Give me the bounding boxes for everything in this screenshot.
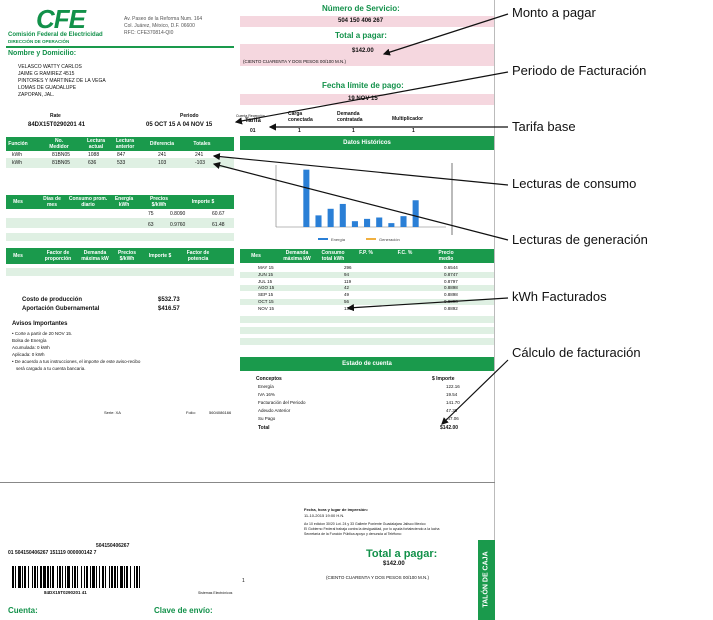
account-amount: 47.36 xyxy=(446,408,458,413)
readings-col-totals: Totales xyxy=(193,141,211,147)
account-total-label: Total xyxy=(258,425,270,431)
history-cell: 49 xyxy=(344,292,350,298)
reading-cell: kWh xyxy=(12,152,22,158)
energy-cell: 75 xyxy=(148,211,154,217)
government-subsidy-label: Aportación Gubernamental xyxy=(22,306,100,312)
total-amount: $142.00 xyxy=(352,48,374,54)
reading-cell: 636 xyxy=(88,160,97,166)
energy-col-month: Mes xyxy=(13,199,23,205)
readings-col-previous: Lectura anterior xyxy=(115,138,135,150)
account-concept: Facturación del Periodo xyxy=(258,400,306,405)
service-number-label: Número de Servicio: xyxy=(322,4,400,13)
history-cell: 56 xyxy=(344,299,350,304)
history-cell: JUL 15 xyxy=(258,278,273,284)
demand-col-max: Demanda máxima kW xyxy=(81,250,109,262)
demand-col-factor: Factor de proporción xyxy=(44,250,72,262)
history-cell: 0.6544 xyxy=(444,265,458,270)
history-cell: 138 xyxy=(344,305,352,311)
concepts-label: Conceptos xyxy=(256,376,282,382)
history-col-demand: Demanda máxima kW xyxy=(283,250,311,262)
production-cost-label: Costo de producción xyxy=(22,297,82,303)
annotation-base-tariff: Tarifa base xyxy=(512,119,576,134)
legend-energy-label: Energía xyxy=(331,237,346,242)
energy-col-days: Días de mes xyxy=(43,196,61,208)
stub-total: $142.00 xyxy=(383,561,405,567)
energy-col-price: Precios $/kWh xyxy=(149,196,169,208)
account-concept: Su Pago xyxy=(258,416,276,421)
annotation-billing-period: Periodo de Facturación xyxy=(512,63,647,78)
reading-cell: 81BN05 xyxy=(52,152,71,158)
shipping-key-label: Clave de envío: xyxy=(154,606,213,615)
period-label: Periodo xyxy=(180,113,199,119)
billing-period: 05 OCT 15 A 04 NOV 15 xyxy=(146,122,213,128)
history-cell: AGO 15 xyxy=(258,285,275,291)
customer-address: VELASCO WATTY CARLOS JAIME G RAMIREZ 4515 PINTORES Y MARTINEZ DE LA VEGA LOMAS DE GUADALUPE ZAPOPAN, JAL. xyxy=(18,64,106,98)
history-cell: OCT 15 xyxy=(258,299,274,304)
reading-cell: -103 xyxy=(195,160,206,166)
history-cell: 0.8747 xyxy=(444,271,458,277)
division: DIRECCIÓN DE OPERACIÓN xyxy=(8,39,70,44)
history-cell: 94 xyxy=(344,271,350,277)
history-cell: 0.8898 xyxy=(444,285,458,291)
tariff-value: 01 xyxy=(250,128,256,134)
account-concept: IVA 16% xyxy=(258,392,275,397)
history-cell: NOV 15 xyxy=(258,305,275,311)
history-cell: 119 xyxy=(344,278,352,284)
notices-title: Avisos Importantes xyxy=(12,321,68,327)
reading-cell: 241 xyxy=(158,152,167,158)
contracted-demand-value: 1 xyxy=(352,128,355,134)
arrow-consumption xyxy=(214,156,508,185)
reading-cell: 1088 xyxy=(88,152,100,158)
annotation-billed-kwh: kWh Facturados xyxy=(512,289,607,304)
arrow-kwh xyxy=(348,298,508,308)
history-cell: JUN 15 xyxy=(258,271,274,277)
due-date-label: Fecha límite de pago: xyxy=(322,81,404,90)
account-field-label: Cuenta: xyxy=(8,606,38,615)
stub-reference: 504150406267 xyxy=(96,543,130,549)
multiplier-value: 1 xyxy=(412,128,415,134)
customer-label: Nombre y Domicilio: xyxy=(8,50,77,57)
demand-col-price: Precios $/kWh xyxy=(117,250,137,262)
history-col-fp: F.P. % xyxy=(359,250,373,256)
reading-cell: 533 xyxy=(117,160,126,166)
history-col-fc: F.C. % xyxy=(397,250,413,256)
cfe-logo: CFE xyxy=(36,4,85,34)
demand-col-month: Mes xyxy=(13,253,23,259)
reading-cell: 81BN05 xyxy=(52,160,71,166)
connected-load-col: Carga conectada xyxy=(288,111,313,123)
account-header: Estado de cuenta xyxy=(240,357,494,371)
arrow-amount xyxy=(384,14,508,54)
account-total: $142.00 xyxy=(440,425,459,431)
barcode-text: 84DX15T0290201 41 xyxy=(44,590,87,595)
due-date: 19 NOV 15 xyxy=(348,96,378,102)
government-subsidy: $416.57 xyxy=(158,306,180,312)
history-cell: 0.8898 xyxy=(444,299,458,304)
tariff-col: Tarifa xyxy=(245,118,261,124)
arrow-calculation xyxy=(442,360,508,424)
rate-value: 84DX15T0290201 41 xyxy=(28,122,86,128)
history-cell: SEP 15 xyxy=(258,292,274,298)
account-concept: Adeudo Anterior xyxy=(258,408,291,413)
energy-cell: 61.48 xyxy=(212,222,225,228)
readings-col-function: Función xyxy=(8,141,28,147)
reading-cell: 847 xyxy=(117,152,126,158)
folio-label: Folio: xyxy=(186,410,196,415)
energy-col-avg: Consumo prom. diario xyxy=(68,196,108,208)
energy-cell: 60.67 xyxy=(212,211,225,217)
history-col-consumption: Consumo total kWh xyxy=(321,250,345,262)
company-address: Av. Paseo de la Reforma Num. 164 Col. Juárez, México, D.F. 06600 RFC: CFE370814-QI0 xyxy=(124,16,203,36)
account-concept: Energía xyxy=(258,384,274,389)
arrow-generation xyxy=(214,164,508,240)
total-label: Total a pagar: xyxy=(335,31,387,40)
amount-label: $ Importe xyxy=(432,376,455,382)
readings-col-meter: No. Medidor xyxy=(49,138,69,150)
account-amount: -47.06 xyxy=(446,416,459,421)
legend-generation-label: Generación xyxy=(379,237,400,242)
reading-cell: 103 xyxy=(158,160,167,166)
reading-cell: 241 xyxy=(195,152,204,158)
energy-cell: 63 xyxy=(148,222,154,228)
account-amount: 19.54 xyxy=(446,392,458,397)
history-col-avg-price: Precio medio xyxy=(438,250,454,262)
rate-label: Rate xyxy=(50,113,61,119)
history-cell: 42 xyxy=(344,285,350,291)
annotation-generation-readings: Lecturas de generación xyxy=(512,232,648,247)
demand-col-power-factor: Factor de potencia xyxy=(186,250,210,262)
annotation-amount-due: Monto a pagar xyxy=(512,5,596,20)
energy-cell: 0.8090 xyxy=(170,211,186,217)
annotation-billing-calculation: Cálculo de facturación xyxy=(512,345,641,360)
production-cost: $532.73 xyxy=(158,297,180,303)
contracted-demand-col: Demanda contratada xyxy=(337,111,363,123)
total-words: (CIENTO CUARENTA Y DOS PESOS 00/100 M.N.) xyxy=(243,59,346,64)
demand-col-amount: Importe $ xyxy=(148,253,172,259)
notices-body: • Corte a partir de 20 NOV 15. Bolsa de Energía Acumulada: 0 kWh Aplicada: 0 kWh • De acuerdo a tus instrucciones, el importe de este aviso-recibo será cargado a tu cuenta bancaria. xyxy=(12,331,141,371)
company-name: Comisión Federal de Electricidad xyxy=(8,32,103,38)
system-label: Sistemas Electrónicos xyxy=(198,591,233,595)
print-date-label: Fecha, hora y lugar de impresión: xyxy=(304,507,369,512)
reading-cell: kWh xyxy=(12,160,22,166)
folio-number: 5604086166 xyxy=(209,410,232,415)
stub-reference-full: 01 504150406267 151119 000000142 7 xyxy=(8,550,97,556)
arrow-period xyxy=(236,72,508,122)
history-header: Datos Históricos xyxy=(240,136,494,150)
account-amount: 141.70 xyxy=(446,400,460,405)
energy-cell: 0.9760 xyxy=(170,222,186,228)
account-amount: 122.16 xyxy=(446,384,460,389)
history-cell: 0.8898 xyxy=(444,292,458,298)
multiplier-col: Multiplicador xyxy=(392,116,424,122)
stub-total-words: (CIENTO CUARENTA Y DOS PESOS 00/100 M.N.) xyxy=(326,575,429,580)
service-number: 504 150 406 267 xyxy=(338,18,384,24)
energy-col-amount: Importe $ xyxy=(191,199,215,205)
stub-legal: Ax 10 edicion 30/20 Lot. 24 y 33 Gallerie Poniente Guadalajara Jalisco Mexico El Gobierno Federal trabaja contra la desigualdad, por lo ayuda fortaleciendo a la lucha Secretaría de la Función Pública apoyo y denuncia al Teléfono: xyxy=(304,522,440,536)
history-cell: 0.8892 xyxy=(444,305,458,311)
reception-col: Cuenta Recepción xyxy=(236,114,265,118)
history-cell: 0.8797 xyxy=(444,278,458,284)
print-date: 11-10-2015 19:00 H.N. xyxy=(304,513,345,518)
history-cell: 296 xyxy=(344,265,352,270)
history-cell: MAY 15 xyxy=(258,265,274,270)
connected-load-value: 1 xyxy=(298,128,301,134)
energy-col-kwh: Energía kWh xyxy=(114,196,134,208)
cash-stub-tab-label: TALÓN DE CAJA xyxy=(482,551,490,608)
stub-total-label: Total a pagar: xyxy=(366,548,438,560)
readings-col-difference: Diferencia xyxy=(149,141,175,147)
series-label: Serie: XA xyxy=(104,410,121,415)
history-col-month: Mes xyxy=(251,253,261,259)
annotation-consumption-readings: Lecturas de consumo xyxy=(512,176,637,191)
readings-col-current: Lectura actual xyxy=(86,138,106,150)
stub-page-number: 1 xyxy=(242,578,245,584)
